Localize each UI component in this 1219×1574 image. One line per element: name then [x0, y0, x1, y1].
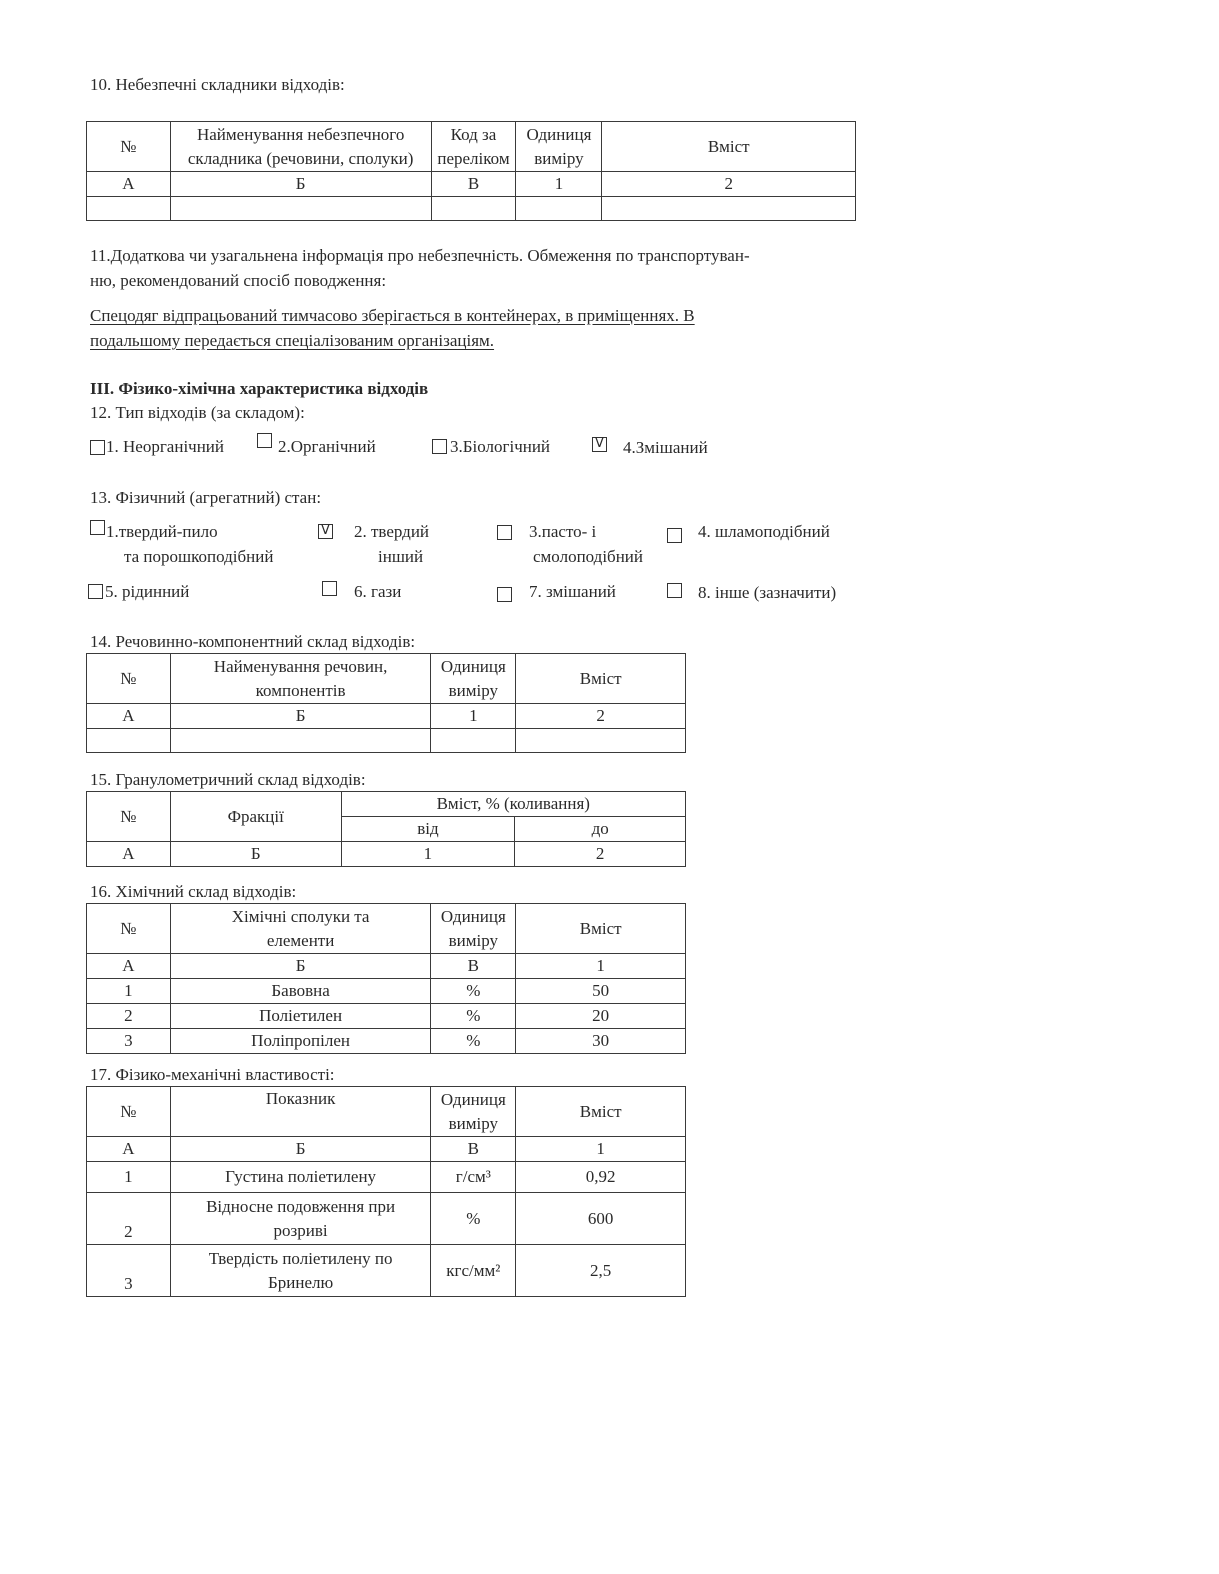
- cell: Густина поліетилену: [170, 1162, 431, 1193]
- check-icon: V: [321, 523, 330, 538]
- checkbox-other[interactable]: [667, 583, 682, 598]
- table-header-row: [87, 654, 686, 704]
- cell: [602, 197, 856, 221]
- table-header-row: [87, 792, 686, 817]
- cell: %: [431, 1193, 516, 1245]
- cell: %: [431, 979, 516, 1004]
- cell: 1: [431, 704, 516, 729]
- cell: [431, 729, 516, 753]
- cell: 1: [87, 979, 171, 1004]
- section-16-title: 16. Хімічний склад відходів:: [90, 882, 297, 901]
- cell: В: [431, 172, 516, 197]
- table-index-row: [87, 172, 856, 197]
- cell: [516, 197, 602, 221]
- option-solid-line1: 2. твердий: [354, 522, 430, 541]
- table-header-row: [87, 122, 856, 172]
- header-content: Вміст: [516, 654, 686, 704]
- section-11-answer-line1: Спецодяг відпрацьований тимчасово зберігається в контейнерах, в приміщеннях. В: [90, 306, 695, 325]
- table-row: [87, 1193, 686, 1245]
- cell: А: [87, 954, 171, 979]
- cell: В: [431, 954, 516, 979]
- cell: Б: [170, 842, 341, 867]
- header-number: №: [87, 654, 171, 704]
- checkbox-organic[interactable]: [257, 433, 272, 448]
- header-unit: Одиниця виміру: [431, 904, 516, 954]
- section-13-title: 13. Фізичний (агрегатний) стан:: [90, 488, 322, 507]
- cell: кгс/мм²: [431, 1245, 516, 1297]
- section-12-title: 12. Тип відходів (за складом):: [90, 403, 305, 422]
- table-index-row: [87, 842, 686, 867]
- cell: 2: [515, 842, 686, 867]
- cell: Б: [170, 704, 431, 729]
- table-index-row: [87, 1137, 686, 1162]
- cell: 2: [516, 704, 686, 729]
- chemical-composition-table: [86, 903, 686, 1054]
- option-sludge-label: 4. шламоподібний: [698, 522, 830, 541]
- cell: 600: [516, 1193, 686, 1245]
- option-dust-line2: та порошкоподібний: [124, 547, 274, 566]
- header-content: Вміст: [602, 122, 856, 172]
- header-number: №: [87, 792, 171, 842]
- header-indicator: Показник: [170, 1087, 431, 1137]
- header-name: Найменування небезпечного складника (речовини, сполуки): [170, 122, 431, 172]
- cell: 2: [87, 1004, 171, 1029]
- checkbox-paste[interactable]: [497, 525, 512, 540]
- option-gases-label: 6. гази: [354, 582, 402, 601]
- option-solid-line2: інший: [378, 547, 424, 566]
- header-code: Код за переліком: [431, 122, 516, 172]
- option-dust-line1: 1.твердий-пило: [106, 522, 218, 541]
- cell: г/см³: [431, 1162, 516, 1193]
- cell: Відносне подовження при розриві: [170, 1193, 431, 1245]
- header-number: №: [87, 1087, 171, 1137]
- cell: А: [87, 1137, 171, 1162]
- section-11-title-line1: 11.Додаткова чи узагальнена інформація про небезпечність. Обмеження по транспортуван-: [90, 246, 750, 265]
- physical-mechanical-table: [86, 1086, 686, 1297]
- header-unit: Одиниця виміру: [516, 122, 602, 172]
- cell: Твердість поліетилену по Бринелю: [170, 1245, 431, 1297]
- cell: 3: [87, 1245, 171, 1297]
- substance-component-table: [86, 653, 686, 753]
- cell: 2: [602, 172, 856, 197]
- checkbox-mixed[interactable]: [592, 437, 607, 452]
- cell: 1: [87, 1162, 171, 1193]
- cell: Б: [170, 1137, 431, 1162]
- header-name: Найменування речовин, компонентів: [170, 654, 431, 704]
- cell: Поліпропілен: [170, 1029, 431, 1054]
- checkbox-dust-powder[interactable]: [90, 520, 105, 535]
- table-empty-row: [87, 729, 686, 753]
- header-content: Вміст: [516, 904, 686, 954]
- checkbox-sludge[interactable]: [667, 528, 682, 543]
- cell: Поліетилен: [170, 1004, 431, 1029]
- cell: 1: [516, 1137, 686, 1162]
- table-row: [87, 1245, 686, 1297]
- cell: 20: [516, 1004, 686, 1029]
- table-header-row: [87, 1087, 686, 1137]
- cell: %: [431, 1004, 516, 1029]
- hazardous-components-table: [86, 121, 856, 221]
- option-paste-line2: смолоподібний: [533, 547, 643, 566]
- option-inorganic-label: 1. Неорганічний: [106, 437, 225, 456]
- cell: [87, 729, 171, 753]
- section-10-title: 10. Небезпечні складники відходів:: [90, 75, 345, 94]
- checkbox-solid-other[interactable]: [318, 524, 333, 539]
- cell: 2,5: [516, 1245, 686, 1297]
- header-number: №: [87, 122, 171, 172]
- checkbox-mixed-state[interactable]: [497, 587, 512, 602]
- checkbox-gases[interactable]: [322, 581, 337, 596]
- cell: 3: [87, 1029, 171, 1054]
- cell: А: [87, 704, 171, 729]
- cell: %: [431, 1029, 516, 1054]
- header-content-range: Вміст, % (коливання): [341, 792, 685, 817]
- option-liquid-label: 5. рідинний: [105, 582, 190, 601]
- cell: Бавовна: [170, 979, 431, 1004]
- cell: [431, 197, 516, 221]
- table-row: [87, 979, 686, 1004]
- header-unit: Одиниця виміру: [431, 1087, 516, 1137]
- checkbox-inorganic[interactable]: [90, 440, 105, 455]
- section-14-title: 14. Речовинно-компонентний склад відходів:: [90, 632, 416, 651]
- option-biological-label: 3.Біологічний: [450, 437, 551, 456]
- cell: 30: [516, 1029, 686, 1054]
- cell: 50: [516, 979, 686, 1004]
- section-3-heading: ІІІ. Фізико-хімічна характеристика відходів: [90, 379, 429, 398]
- cell: В: [431, 1137, 516, 1162]
- cell: [516, 729, 686, 753]
- header-content: Вміст: [516, 1087, 686, 1137]
- cell: [170, 729, 431, 753]
- cell: А: [87, 842, 171, 867]
- option-organic-label: 2.Органічний: [278, 437, 376, 456]
- cell: 1: [341, 842, 515, 867]
- cell: 1: [516, 954, 686, 979]
- cell: 1: [516, 172, 602, 197]
- cell: [170, 197, 431, 221]
- table-header-row: [87, 904, 686, 954]
- header-number: №: [87, 904, 171, 954]
- granulometric-table: [86, 791, 686, 867]
- table-empty-row: [87, 197, 856, 221]
- table-row: [87, 1029, 686, 1054]
- cell: 0,92: [516, 1162, 686, 1193]
- header-fractions: Фракції: [170, 792, 341, 842]
- check-icon: V: [595, 436, 604, 451]
- cell: Б: [170, 172, 431, 197]
- option-mixed-state-label: 7. змішаний: [529, 582, 616, 601]
- option-paste-line1: 3.пасто- і: [529, 522, 597, 541]
- cell: [87, 197, 171, 221]
- table-row: [87, 1004, 686, 1029]
- checkbox-liquid[interactable]: [88, 584, 103, 599]
- section-11-title-line2: ню, рекомендований спосіб поводження:: [90, 271, 387, 290]
- table-index-row: [87, 704, 686, 729]
- header-from: від: [341, 817, 515, 842]
- header-compounds: Хімічні сполуки та елементи: [170, 904, 431, 954]
- section-15-title: 15. Гранулометричний склад відходів:: [90, 770, 366, 789]
- header-unit: Одиниця виміру: [431, 654, 516, 704]
- cell: Б: [170, 954, 431, 979]
- header-to: до: [515, 817, 686, 842]
- cell: А: [87, 172, 171, 197]
- option-mixed-label: 4.Змішаний: [623, 438, 708, 457]
- section-11-answer-line2: подальшому передається спеціалізованим організаціям.: [90, 331, 495, 350]
- table-index-row: [87, 954, 686, 979]
- cell: 2: [87, 1193, 171, 1245]
- table-row: [87, 1162, 686, 1193]
- option-other-label: 8. інше (зазначити): [698, 583, 837, 602]
- section-17-title: 17. Фізико-механічні властивості:: [90, 1065, 335, 1084]
- checkbox-biological[interactable]: [432, 439, 447, 454]
